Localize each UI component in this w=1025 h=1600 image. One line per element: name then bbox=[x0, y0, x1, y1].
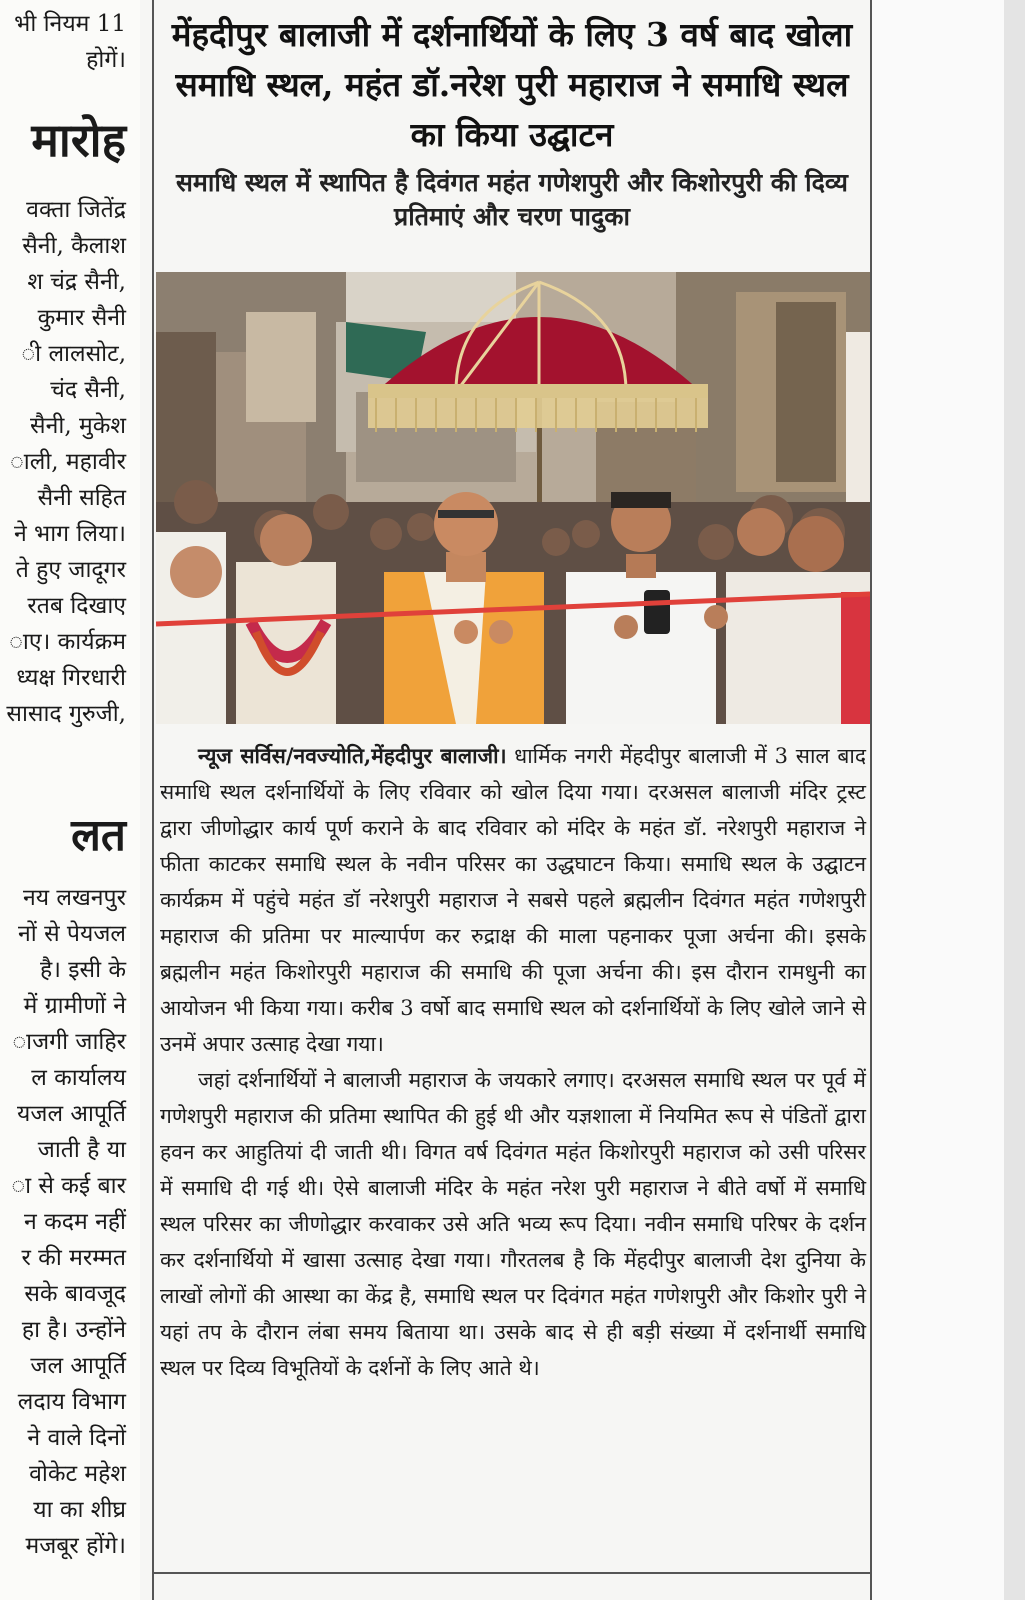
text-line: यजल आपूर्ति bbox=[17, 1101, 126, 1127]
text-line: नय लखनपुर bbox=[22, 885, 126, 911]
text-line: हा है। उन्होंने bbox=[21, 1317, 126, 1343]
text-line: होगें। bbox=[86, 47, 126, 73]
text-line: ी लालसोट, bbox=[21, 341, 126, 367]
column-divider bbox=[152, 0, 154, 1600]
text-line: ाली, महावीर bbox=[10, 449, 126, 475]
text-line: ने भाग लिया। bbox=[13, 521, 126, 547]
text-line: ल कार्यालय bbox=[31, 1065, 126, 1091]
article-bottom-rule bbox=[152, 1572, 872, 1574]
text-line: चंद सैनी, bbox=[50, 377, 126, 403]
adjacent-heading: मारोह bbox=[31, 113, 126, 167]
text-line: कुमार सैनी bbox=[37, 305, 126, 331]
article-paragraph-1 bbox=[160, 738, 866, 1062]
text-line: श चंद्र सैनी, bbox=[27, 269, 126, 295]
text-line: रतब दिखाए bbox=[27, 593, 126, 619]
adjacent-body-2 bbox=[11, 880, 126, 1564]
text-line: ध्यक्ष गिरधारी bbox=[16, 665, 126, 691]
text-line: ाए। कार्यक्रम bbox=[9, 629, 126, 655]
text-line: वोकेट महेश bbox=[29, 1461, 126, 1487]
article-body bbox=[160, 738, 866, 1386]
ribbon-cutting-photo bbox=[156, 272, 870, 724]
article-paragraph-2: जहां दर्शनार्थियों ने बालाजी महाराज के जयकारे लगाए। दरअसल समाधि स्थल पर पूर्व में गणेशपुरी महाराज की प्रतिमा स्थापित की हुई थी और यज्ञशाला में नियमित रूप से पंडितों द्वारा हवन कर आहुतियां दी जाती थी। विगत वर्ष दिवंगत महंत किशोरपुरी महाराज को उसी परिसर में समाधि दी गई थी। ऐसे बालाजी मंदिर के महंत नरेश पुरी महाराज ने बीते वर्षो में समाधि स्थल परिसर का जीणोद्धार करवाकर उसे अति भव्य रूप दिया। नवीन समाधि परिषर के दर्शन कर दर्शनार्थियो में खासा उत्साह देखा गया। गौरतलब है कि मेंहदीपुर बालाजी देश दुनिया के लाखों लोगों की आस्था का केंद्र है, समाधि स्थल पर दिवंगत महंत गणेशपुरी और किशोर पुरी ने यहां तप के दौरान लंबा समय बिताया था। उसके बाद से ही बड़ी संख्या में दर्शनार्थी समाधि स्थल पर दिव्य विभूतियों के दर्शनों के लिए आते थे। bbox=[160, 1068, 866, 1380]
text-line: जल आपूर्ति bbox=[30, 1353, 126, 1379]
article-headline: मेंहदीपुर बालाजी में दर्शनार्थियों के लिए 3 वर्ष बाद खोला समाधि स्थल, महंत डॉ.नरेश पुरी महाराज ने समाधि स्थल का किया उद्घाटन bbox=[171, 15, 853, 154]
text-line: ा से कई बार bbox=[11, 1173, 126, 1199]
text-line: ाजगी जाहिर bbox=[12, 1029, 126, 1055]
text-line: ने वाले दिनों bbox=[27, 1425, 126, 1451]
adjacent-top-fragment bbox=[14, 6, 126, 78]
article bbox=[156, 0, 868, 234]
text-line: है। इसी के bbox=[39, 957, 126, 983]
text-line: सैनी, मुकेश bbox=[30, 413, 126, 439]
page-edge-shadow bbox=[1004, 0, 1025, 1600]
text-line: लदाय विभाग bbox=[17, 1389, 126, 1415]
page-margin-right bbox=[872, 0, 1025, 1600]
text-line: में ग्रामीणों ने bbox=[23, 993, 126, 1019]
text-line: वक्ता जितेंद्र bbox=[26, 197, 126, 223]
text-line: सके बावजूद bbox=[24, 1281, 126, 1307]
text-line: मजबूर होंगे। bbox=[25, 1533, 126, 1559]
article-dateline: न्यूज सर्विस/नवज्योति,मेंहदीपुर बालाजी। bbox=[198, 743, 507, 768]
text-line: सैनी, कैलाश bbox=[22, 233, 126, 259]
article-photo bbox=[156, 272, 870, 724]
text-line: सैनी सहित bbox=[37, 485, 126, 511]
paragraph-text: धार्मिक नगरी मेंहदीपुर बालाजी में 3 साल बाद समाधि स्थल दर्शनार्थियों के लिए रविवार को खोल दिया गया। दरअसल बालाजी मंदिर ट्रस्ट द्वारा जीणोद्धार कार्य पूर्ण कराने के बाद रविवार को मंदिर के महंत डॉ. नरेशपुरी महाराज ने फीता काटकर समाधि स्थल के नवीन परिसर का उद्धघाटन किया। समाधि स्थल के उद्घाटन कार्यक्रम में पहुंचे महंत डॉ नरेशपुरी महाराज ने सबसे पहले ब्रह्मलीन दिवंगत महंत गणेशपुरी महाराज की प्रतिमा पर माल्यार्पण कर रुद्राक्ष की माला पहनाकर पूजा अर्चना की। इसके ब्रह्मलीन महंत किशोरपुरी महाराज की समाधि की पूजा अर्चना की। इस दौरान रामधुनी का आयोजन भी किया गया। करीब 3 वर्षो बाद समाधि स्थल को दर्शनार्थियों के लिए खोले जाने से उनमें अपार उत्साह देखा गया। bbox=[160, 744, 866, 1056]
text-line: या का शीघ्र bbox=[33, 1497, 126, 1523]
adjacent-heading-2: लत bbox=[71, 810, 126, 861]
article-subheadline: समाधि स्थल में स्थापित है दिवंगत महंत गणेशपुरी और किशोरपुरी की दिव्य प्रतिमाएं और चरण पादुका bbox=[176, 168, 848, 231]
text-line: र की मरम्मत bbox=[21, 1245, 126, 1271]
text-line: सासाद गुरुजी, bbox=[6, 701, 126, 727]
adjacent-body-1 bbox=[6, 192, 126, 732]
text-line: न कदम नहीं bbox=[24, 1209, 126, 1235]
adjacent-column-left bbox=[0, 0, 140, 1600]
text-line: ते हुए जादूगर bbox=[15, 557, 126, 583]
text-line: भी नियम 11 bbox=[14, 11, 126, 37]
text-line: नों से पेयजल bbox=[18, 921, 126, 947]
text-line: जाती है या bbox=[37, 1137, 126, 1163]
